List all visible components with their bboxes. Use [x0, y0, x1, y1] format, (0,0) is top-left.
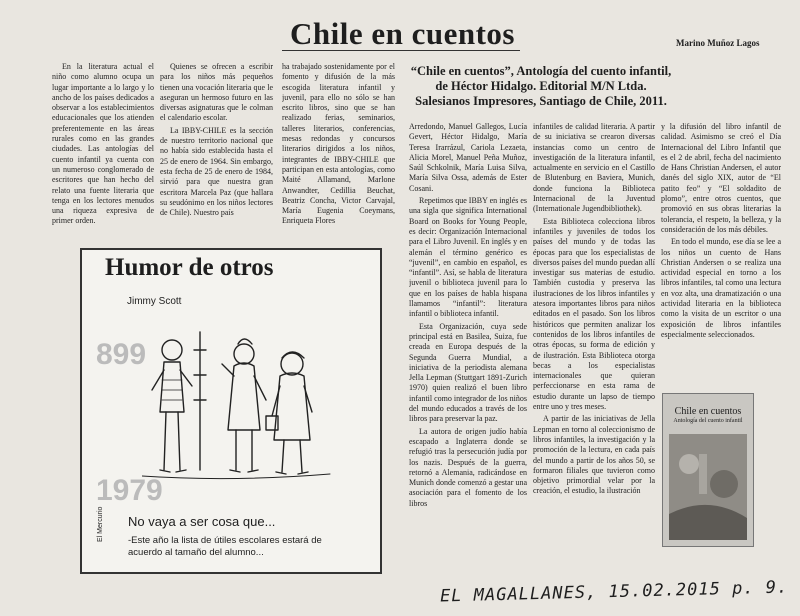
book-cover-image — [662, 393, 754, 547]
cartoon-title: Humor de otros — [105, 254, 274, 281]
text-column-4 — [409, 122, 527, 582]
humor-cartoon-box — [80, 248, 382, 574]
title-underline — [282, 50, 520, 51]
author-byline: Marino Muñoz Lagos — [676, 38, 760, 48]
article-title: Chile en cuentos — [290, 16, 515, 51]
paragraph: La autora de origen judío había escapado a Inglaterra donde se refugió tras la persecución judía por los nazis. Después de la guerra, retornó a Alemania, radicándose en Munich donde comenzó a gestar una asociación para el fomento de los libros — [409, 426, 527, 508]
paragraph: En todo el mundo, ese día se lee a los niños un cuento de Hans Christian Andersen o se realiza una actividad especial en torno a los libros infantiles, tal como una lectura en voz alta, una dramatización o una actividad literaria en la biblioteca como la visita de un escritor o una exposición de libros infantiles especialmente seleccionados. — [661, 237, 781, 339]
cartoon-caption: No vaya a ser cosa que... — [128, 514, 276, 529]
book-reference-subtitle: “Chile en cuentos”, Antología del cuento infantil, de Héctor Hidalgo. Editorial M/N Ltda. Salesianos Impresores, Santiago de Chile, 2011. — [410, 64, 672, 108]
text-column-2 — [160, 62, 273, 248]
cartoon-subcaption: -Este año la lista de útiles escolares estará de acuerdo al tamaño del alumno... — [128, 535, 322, 558]
paragraph: A partir de las iniciativas de Jella Lepman en torno al coleccionismo de libros infantiles, la investigación y la promoción de la lectura, en cada país del mundo a partir de los años 50, se formaron filiales que tuvieron como objetivo primordial velar por la creación, el estudio, la ilustración — [533, 414, 655, 496]
paragraph: infantiles de calidad literaria. A partir de su iniciativa se crearon diversas instancias como un centro de investigación de la literatura infantil, actualmente en servicio en el Castillo de Blutenburg en Baviera, Munich, donde funciona la Biblioteca Internacional de la Juventud (Internationale Jugendbibliothek). — [533, 122, 655, 214]
text-column-1 — [52, 62, 154, 248]
paragraph: Repetimos que IBBY en inglés es una sigla que significa International Board on Books for Young People, es decir: Organización Internacional para el Libro Juvenil. En inglés y en alemán el término genérico es “juvenil”, en cambio en español, es “infantil”. Así, se habla de literatura juvenil o biblioteca juvenil para lo que en los países de habla hispana llamamos “infantil”: literatura infantil o biblioteca infantil. — [409, 196, 527, 319]
paragraph: En la literatura actual el niño como alumno ocupa un lugar importante a lo largo y lo ancho de los países dedicados a observar a los establecimientos educacionales que los atienden preferentemente en las áreas rurales como en las grandes ciudades. Las antologías del cuento infantil ya cuenta con un numeroso conglomerado de escritores que han hecho del relato una fuente literaria que tenga en los lectores menudos una riqueza expresiva de primer orden. — [52, 62, 154, 226]
paragraph: Arredondo, Manuel Gallegos, Lucía Gevert, Héctor Hidalgo, María Teresa Irarrázul, Cariola Lezaeta, Alicia Morel, Manuel Peña Muñoz, Saúl Schkolnik, María Luisa Silva, María Silva Ossa, además de Ester Cosani. — [409, 122, 527, 193]
paragraph: Esta Biblioteca colecciona libros infantiles y juveniles de todos los países del mundo y de todas las épocas para que los especialistas de diversos países del mundo puedan allí investigar sus materias de estudio. También custodia y preserva las ilustraciones de los libros infantiles y atesora importantes libros para niños editados en el pasado. Son los libros históricos que permiten analizar los contenidos de los libros infantiles de otras épocas, su forma de edición y de ilustración. Esta Biblioteca otorga becas a los especialistas internacionales que quieran perfeccionarse en esta rama de estudio durante un lapso de tiempo entre uno y tres meses. — [533, 216, 655, 412]
text-column-5 — [533, 122, 655, 582]
paragraph: La IBBY-CHILE es la sección de nuestro territorio nacional que no había sido establecida hasta el 25 de enero de 1964. Sin embargo, esta fecha de 25 de enero de 1984, sirvió para que nuestra gran escritora Marcela Paz (que hallara su seudónimo en los niños lectores de Chile). Nuestro país — [160, 125, 273, 218]
paragraph: Quienes se ofrecen a escribir para los niños más pequeños tienen una vocación literaria que le aseguran un hermoso futuro en las diversas asignaturas que le colman el calendario escolar. — [160, 62, 273, 123]
wall-number: 899 — [96, 338, 147, 371]
text-column-6 — [661, 122, 781, 388]
paragraph: y la difusión del libro infantil de calidad. Asimismo se creó el Día Internacional del Libro Infantil que es el 2 de abril, fecha del nacimiento de Hans Christian Andersen, el autor danés del siglo XIX, autor de “El patito feo” y “El soldadito de plomo”, entre otros cuentos, que promovió en sus obras literarias la tolerancia, el respeto, la belleza, y la consideración de los más débiles. — [661, 122, 781, 234]
book-cover-subtitle: Antología del cuento infantil — [673, 418, 743, 424]
child-figure — [162, 340, 182, 360]
paragraph: Esta Organización, cuya sede principal está en Basilea, Suiza, fue creada en Europa después de la Segunda Guerra Mundial, a iniciativa de la periodista alemana Jella Lepman (Stuttgart 1891-Zurich 1970) quien realizó el buen libro infantil como integrador de los niños del mundo educados a través de los libros para preservar la paz. — [409, 321, 527, 424]
cartoon-artist: Jimmy Scott — [127, 296, 182, 307]
paragraph: ha trabajado sostenidamente por el fomento y difusión de la más escogida literatura infantil y juvenil, para ello no sólo se han escrito libros, sino que se han realizado ferias, seminarios, talleres literarios, conferencias, mesas redondas y concursos literarios dirigidos a los niños, integrantes de IBBY-CHILE que participan en esta antologías, como Maité Allamand, Marlone Anwandter, Cedillia Beuchat, Beatriz Concha, Victor Carvajal, María Eugenia Coeymans, Enriqueta Flores — [282, 62, 395, 226]
cartoon-drawing — [142, 320, 332, 510]
book-illustration — [669, 434, 747, 540]
handwritten-source-note: EL MAGALLANES, 15.02.2015 p. 9. — [439, 577, 789, 607]
book-cover-title: Chile en cuentos — [674, 406, 742, 417]
text-column-3 — [282, 62, 395, 248]
cartoon-credit: El Mercurio — [97, 506, 104, 542]
wall-number: 1979 — [96, 474, 163, 507]
mother-figure-1 — [234, 344, 254, 364]
